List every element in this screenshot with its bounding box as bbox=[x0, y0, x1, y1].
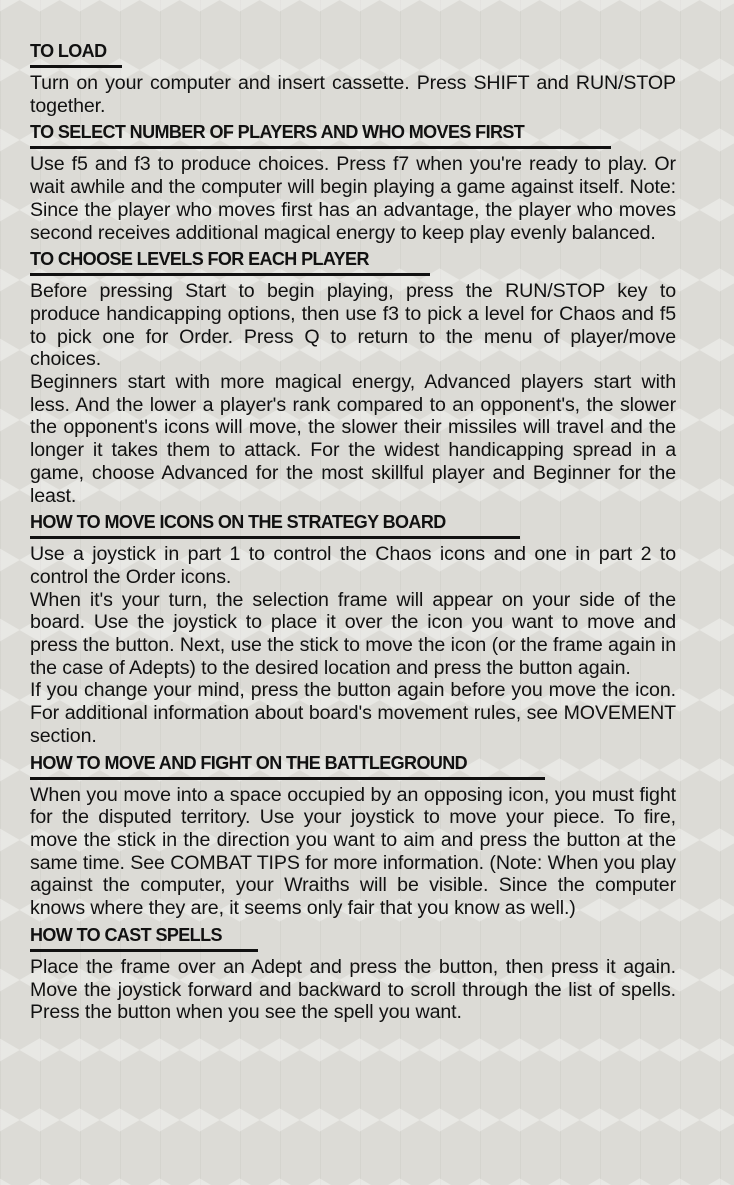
section-heading: TO CHOOSE LEVELS FOR EACH PLAYER bbox=[30, 249, 369, 270]
section-paragraph: Place the frame over an Adept and press the button, then press it again. Move the joystick forward and backward to scroll through the list of spells. Press the button when you see the spell you want. bbox=[30, 955, 676, 1024]
section-move-icons bbox=[30, 511, 676, 747]
section-paragraph: Before pressing Start to begin playing, press the RUN/STOP key to produce handicapping options, then use f3 to pick a level for Chaos and f5 to pick one for Order. Press Q to return to the menu of player/move choices. bbox=[30, 280, 676, 371]
heading-underline bbox=[30, 949, 258, 952]
manual-page bbox=[30, 40, 676, 1024]
section-paragraph: Beginners start with more magical energy, Advanced players start with less. And the lower a player's rank compared to an opponent's, the slower the opponent's icons will move, the slower their missiles will travel and the longer it takes them to attack. For the widest handicapping spread in a game, choose Advanced for the most skillful player and Beginner for the least. bbox=[30, 371, 676, 507]
section-paragraph: Use f5 and f3 to produce choices. Press f7 when you're ready to play. Or wait awhile and the computer will begin playing a game against itself. Note: Since the player who moves first has an advantage, the player who moves second receives additional magical energy to keep play evenly balanced. bbox=[30, 153, 676, 244]
heading-underline bbox=[30, 65, 122, 68]
heading-underline bbox=[30, 146, 611, 149]
section-paragraph: When it's your turn, the selection frame will appear on your side of the board. Use the joystick to place it over the icon you want to move and press the button. Next, use the stick to move the icon (or the frame again in the case of Adepts) to the desired location and press the button again. bbox=[30, 588, 676, 679]
section-to-load bbox=[30, 40, 676, 117]
section-battleground bbox=[30, 752, 676, 920]
section-select-players bbox=[30, 121, 676, 244]
section-choose-levels bbox=[30, 248, 676, 507]
section-paragraph: If you change your mind, press the button again before you move the icon. For additional information about board's movement rules, see MOVEMENT section. bbox=[30, 679, 676, 747]
heading-underline bbox=[30, 273, 430, 276]
section-heading: HOW TO MOVE ICONS ON THE STRATEGY BOARD bbox=[30, 512, 446, 533]
section-heading: TO SELECT NUMBER OF PLAYERS AND WHO MOVES FIRST bbox=[30, 122, 525, 143]
section-paragraph: When you move into a space occupied by an opposing icon, you must fight for the disputed territory. Use your joystick to move your piece. To fire, move the stick in the direction you want to aim and press the button at the same time. See COMBAT TIPS for more information. (Note: When you play against the computer, your Wraiths will be visible. Since the computer knows where they are, it seems only fair that you know as well.) bbox=[30, 783, 676, 920]
heading-underline bbox=[30, 536, 520, 539]
section-paragraph: Turn on your computer and insert cassette. Press SHIFT and RUN/STOP together. bbox=[30, 72, 676, 117]
heading-underline bbox=[30, 777, 545, 780]
section-heading: HOW TO MOVE AND FIGHT ON THE BATTLEGROUND bbox=[30, 752, 468, 773]
section-paragraph: Use a joystick in part 1 to control the Chaos icons and one in part 2 to control the Order icons. bbox=[30, 543, 676, 588]
section-heading: TO LOAD bbox=[30, 41, 107, 61]
section-heading: HOW TO CAST SPELLS bbox=[30, 924, 222, 945]
section-cast-spells bbox=[30, 924, 676, 1024]
